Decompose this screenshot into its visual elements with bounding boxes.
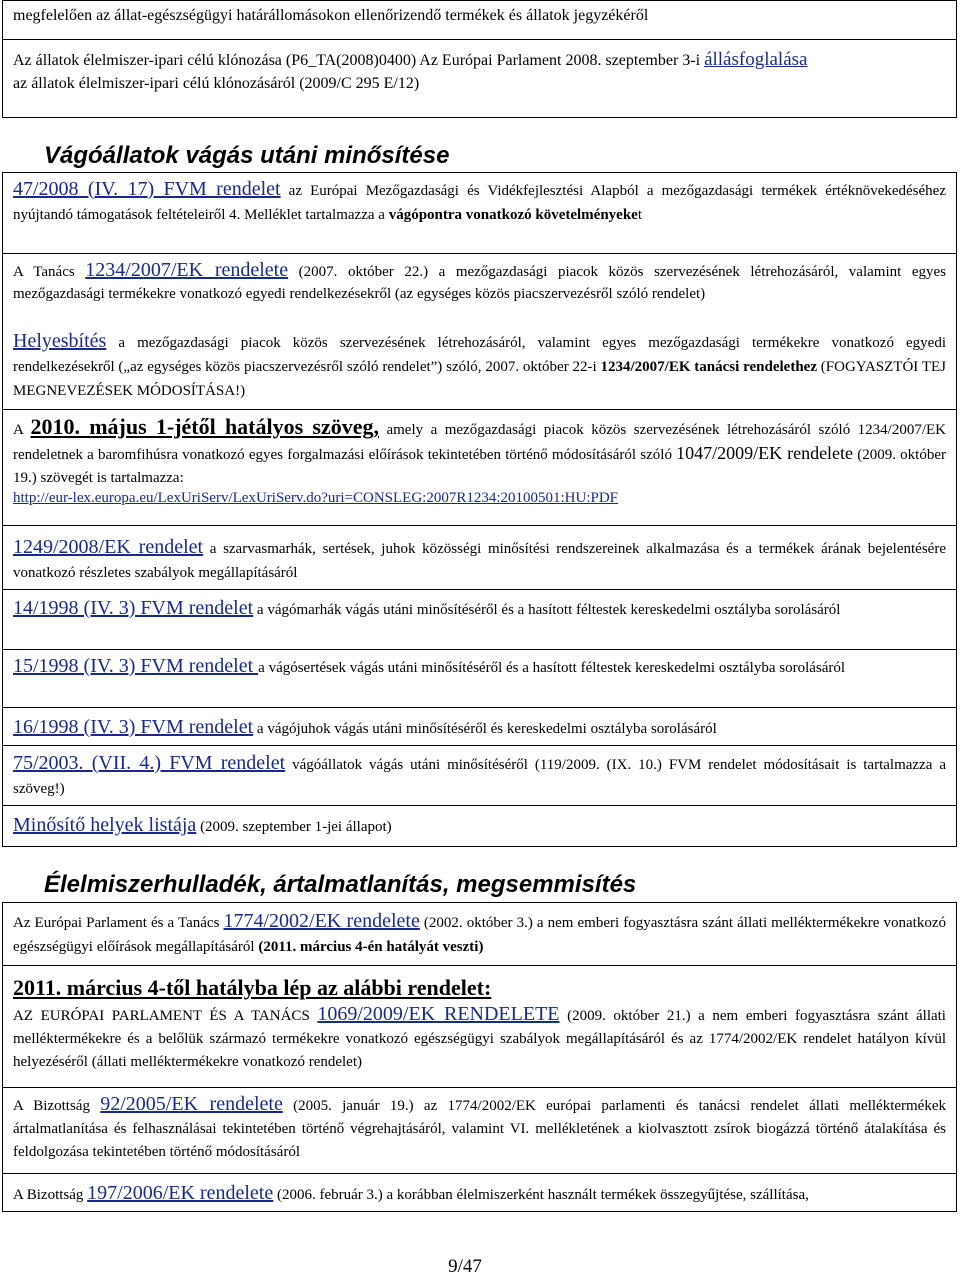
p-14-1998: 14/1998 (IV. 3) FVM rendelet a vágómarhák vágás utáni minősítéséről és a hasított féltestek kereskedelmi osztályba sorolásáról — [13, 597, 841, 619]
divider-3 — [3, 525, 956, 526]
p-1234-2007: A Tanács 1234/2007/EK rendelete (2007. október 22.) a mezőgazdasági piacok közös szervezésének létrehozásáról, valamint egyes mezőgazdasági termékekre vonatkozó egyedi rendelkezésekről (az egységes közös piacszervezésről szóló rendelet) — [13, 259, 946, 302]
top-line-1: megfelelően az állat-egészségügyi határállomásokon ellenőrizendő termékek és állatok jegyzékéről — [13, 7, 649, 24]
divider-1 — [3, 253, 956, 254]
link-1774-2002[interactable]: 1774/2002/EK rendelete — [223, 910, 420, 932]
top-box — [2, 0, 957, 118]
p-2010-szoveg: A 2010. május 1-jétől hatályos szöveg, amely a mezőgazdasági piacok közös szervezésének létrehozásáról szóló 1234/2007/EK rendeletnek a baromfihúsra vonatkozó egyes forgalmazási előírások tekintetében történő módosításáról szóló 1047/2009/EK rendelete (2009. október 19.) szövegét is tartalmazza: — [13, 414, 946, 486]
link-1249-2008[interactable]: 1249/2008/EK rendelet — [13, 536, 204, 558]
divider-10 — [3, 1087, 956, 1088]
p-75-2003: 75/2003. (VII. 4.) FVM rendelet vágóállatok vágás utáni minősítéséről (119/2009. (IX. 10.) FVM rendelet módosításait is tartalmazza a szöveg!) — [13, 752, 946, 797]
p-16-1998: 16/1998 (IV. 3) FVM rendelet a vágójuhok vágás utáni minősítéséről és kereskedelmi osztályba sorolásáról — [13, 716, 717, 738]
link-16-1998[interactable]: 16/1998 (IV. 3) FVM rendelet — [13, 716, 254, 738]
link-1069-2009[interactable]: 1069/2009/EK RENDELETE — [317, 1003, 560, 1025]
p-helyesbites: Helyesbítés a mezőgazdasági piacok közös szervezésének létrehozásáról, valamint egyes mezőgazdasági termékekre vonatkozó egyedi rendelkezésekről („az egységes közös piacszervezésről szóló rendelet”) szóló, 2007. október 22-i 1234/2007/EK tanácsi rendelethez (FOGYASZTÓI TEJ MEGNEVEZÉSEK MÓDOSÍTÁSA!) — [13, 330, 946, 399]
p-92-2005: A Bizottság 92/2005/EK rendelete (2005. január 19.) az 1774/2002/EK európai parlamenti és tanácsi rendelet állati melléktermékek ártalmatlanítása és felhasználásai tekintetében történő végrehajtásáról, valamint VI. mellékletének a kiolvasztott zsírok biogázzá történő átalakítása és feldolgozása tekintetében történő módosításáról — [13, 1093, 946, 1160]
link-92-2005[interactable]: 92/2005/EK rendelete — [100, 1093, 283, 1115]
p-47-2008: 47/2008 (IV. 17) FVM rendelet az Európai Mezőgazdasági és Vidékfejlesztési Alapból a mezőgazdasági termékek értéknövekedéséhez nyújtandó támogatások feltételeiről 4. Melléklet tartalmazza a vágópontra vonatkozó követelményeket — [13, 178, 946, 223]
p-1774-2002: Az Európai Parlament és a Tanács 1774/2002/EK rendelete (2002. október 3.) a nem emberi fogyasztásra szánt állati melléktermékekre vonatkozó egészségügyi előírások megállapításáról (2011. március 4-én hatályát veszti) — [13, 910, 946, 955]
p-1069-2009: AZ EURÓPAI PARLAMENT ÉS A TANÁCS 1069/2009/EK RENDELETE (2009. október 21.) a nem emberi fogyasztásra szánt állati melléktermékekre és a belőlük származó termékekre vonatkozó egészségügyi szabályok megállapításáról és az 1774/2002/EK rendelet hatályon kívül helyezéséről (állati melléktermékekre vonatkozó rendelet) — [13, 1003, 946, 1070]
link-197-2006[interactable]: 197/2006/EK rendelete — [87, 1182, 274, 1204]
eur-lex-url-line — [13, 487, 946, 509]
divider-9 — [3, 965, 956, 966]
p-minosito-helyek: Minősítő helyek listája (2009. szeptember 1-jei állapot) — [13, 814, 392, 836]
top-line-2: Az állatok élelmiszer-ipari célú klónozása (P6_TA(2008)0400) Az Európai Parlament 2008. szeptember 3-i állásfoglalása — [13, 49, 808, 70]
link-47-2008[interactable]: 47/2008 (IV. 17) FVM rendelet — [13, 178, 281, 200]
divider-4 — [3, 589, 956, 590]
allasfoglalasa-link[interactable]: állásfoglalása — [704, 49, 808, 70]
link-75-2003[interactable]: 75/2003. (VII. 4.) FVM rendelet — [13, 752, 286, 774]
divider-8 — [3, 805, 956, 806]
link-1234-2007[interactable]: 1234/2007/EK rendelete — [85, 259, 289, 281]
divider-2 — [3, 409, 956, 410]
p-197-2006: A Bizottság 197/2006/EK rendelete (2006. február 3.) a korábban élelmiszerként használt termékek összegyűjtése, szállítása, — [13, 1182, 809, 1204]
divider-7 — [3, 745, 956, 746]
p-2011-heading: 2011. március 4-től hatályba lép az alábbi rendelet: — [13, 975, 492, 1000]
link-14-1998[interactable]: 14/1998 (IV. 3) FVM rendelet — [13, 597, 254, 619]
section-heading-vagoallatok: Vágóállatok vágás utáni minősítése — [44, 142, 450, 169]
link-helyesbites[interactable]: Helyesbítés — [13, 330, 107, 352]
section-heading-elelmiszerhulladek: Élelmiszerhulladék, ártalmatlanítás, megsemmisítés — [44, 871, 637, 898]
divider-6 — [3, 707, 956, 708]
link-15-1998[interactable]: 15/1998 (IV. 3) FVM rendelet — [13, 655, 259, 677]
divider-11 — [3, 1173, 956, 1174]
p-15-1998: 15/1998 (IV. 3) FVM rendelet a vágósertések vágás utáni minősítéséről és a hasított féltestek kereskedelmi osztályba sorolásáról — [13, 655, 846, 677]
eur-lex-url-link[interactable]: http://eur-lex.europa.eu/LexUriServ/LexUriServ.do?uri=CONSLEG:2007R1234:20100501:HU:PDF — [13, 490, 619, 506]
top-line-3: az állatok élelmiszer-ipari célú klónozásáról (2009/C 295 E/12) — [13, 75, 420, 92]
page-number: 9/47 — [448, 1256, 482, 1277]
top-divider — [3, 39, 956, 40]
section1-box — [2, 172, 957, 847]
divider-5 — [3, 649, 956, 650]
p-1249-2008: 1249/2008/EK rendelet a szarvasmarhák, sertések, juhok közösségi minősítési rendszereinek alkalmazása és a termékek árának bejelentésére vonatkozó részletes szabályok megállapításáról — [13, 536, 946, 581]
section2-box — [2, 902, 957, 1212]
link-minosito-helyek[interactable]: Minősítő helyek listája — [13, 814, 197, 836]
